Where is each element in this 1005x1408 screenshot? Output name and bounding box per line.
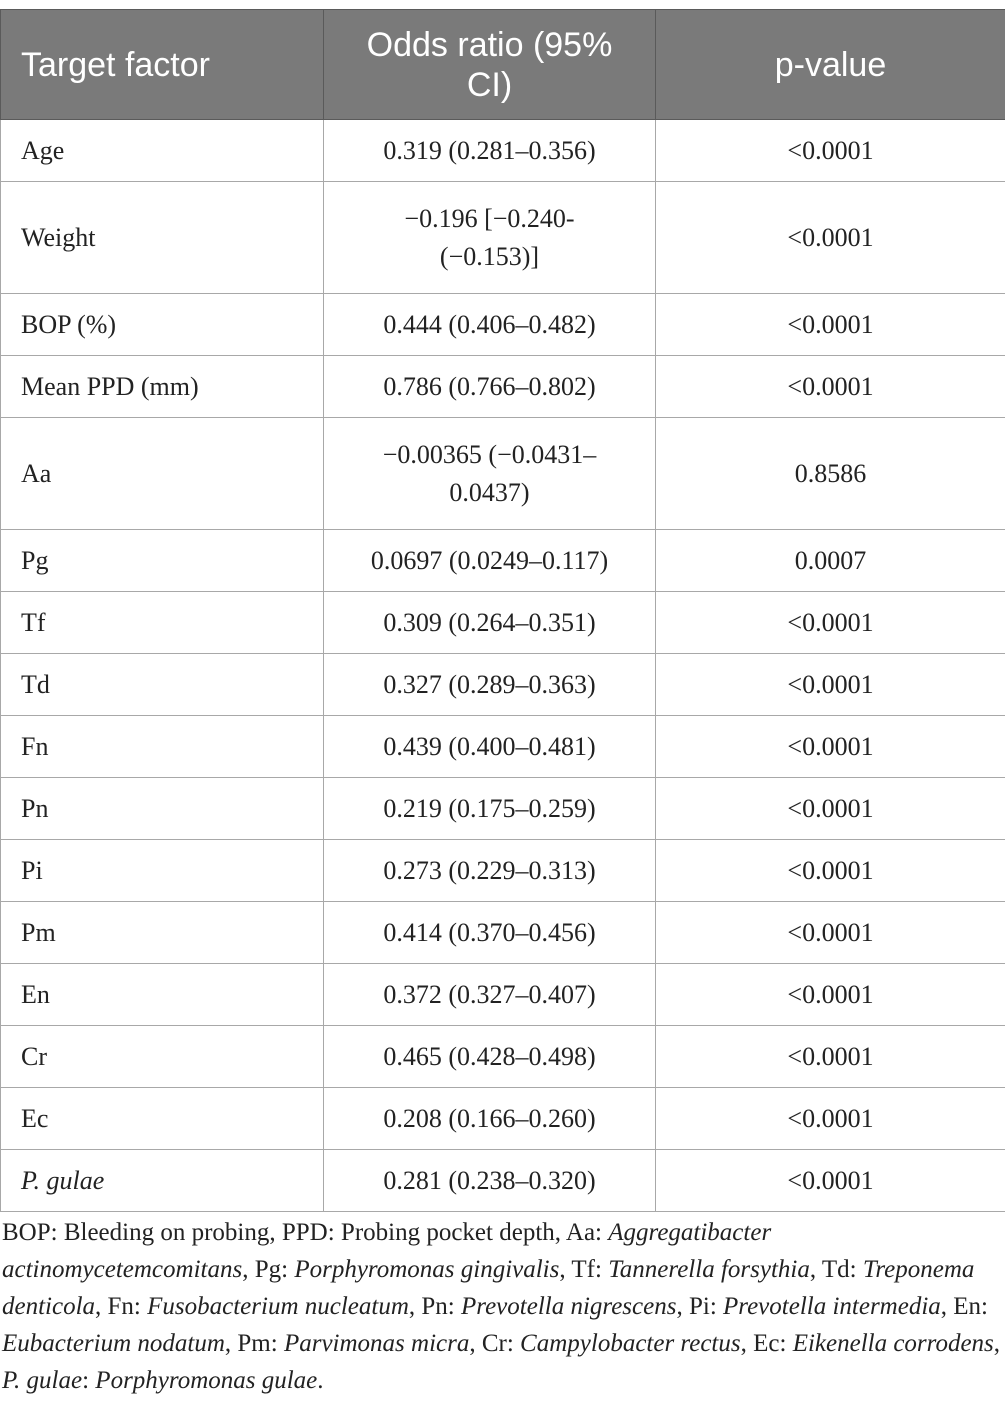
- cell-odds-ratio: 0.465 (0.428–0.498): [324, 1026, 656, 1088]
- footnote-text: , Fn:: [95, 1293, 148, 1320]
- cell-p-value: <0.0001: [656, 182, 1005, 294]
- cell-p-value: <0.0001: [656, 716, 1005, 778]
- footnote-species-name: Campylobacter rectus: [520, 1330, 741, 1357]
- cell-factor: Cr: [1, 1026, 324, 1088]
- cell-odds-ratio: 0.372 (0.327–0.407): [324, 964, 656, 1026]
- footnote-text: BOP: Bleeding on probing, PPD: Probing pocket depth, Aa:: [2, 1219, 609, 1246]
- cell-odds-ratio-text: −0.00365 (−0.0431–0.0437): [382, 439, 597, 507]
- cell-factor: Age: [1, 120, 324, 182]
- cell-factor: En: [1, 964, 324, 1026]
- header-row: [1, 10, 1005, 120]
- footnote-species-name: Tannerella forsythia: [608, 1256, 810, 1283]
- cell-odds-ratio: 0.439 (0.400–0.481): [324, 716, 656, 778]
- header-p-value: p-value: [656, 10, 1005, 120]
- footnote-text: , En:: [940, 1293, 988, 1320]
- footnote-species-name: Prevotella intermedia: [723, 1293, 941, 1320]
- table-row: [1, 654, 1005, 716]
- cell-factor: Mean PPD (mm): [1, 356, 324, 418]
- footnote-text: :: [82, 1367, 96, 1394]
- table-row: [1, 530, 1005, 592]
- cell-odds-ratio: 0.219 (0.175–0.259): [324, 778, 656, 840]
- table-row: [1, 356, 1005, 418]
- table-row: [1, 964, 1005, 1026]
- cell-odds-ratio-text: −0.196 [−0.240-(−0.153)]: [404, 203, 575, 271]
- footnote-text: , Pg:: [242, 1256, 295, 1283]
- table-row: [1, 294, 1005, 356]
- cell-p-value: <0.0001: [656, 592, 1005, 654]
- table-row: [1, 1150, 1005, 1212]
- cell-p-value: <0.0001: [656, 120, 1005, 182]
- cell-p-value: <0.0001: [656, 964, 1005, 1026]
- table-row: [1, 592, 1005, 654]
- cell-odds-ratio: 0.319 (0.281–0.356): [324, 120, 656, 182]
- table-row: [1, 120, 1005, 182]
- cell-factor: Td: [1, 654, 324, 716]
- cell-p-value: <0.0001: [656, 654, 1005, 716]
- header-odds-ratio: [324, 10, 656, 120]
- cell-p-value: 0.0007: [656, 530, 1005, 592]
- footnote-species-name: Porphyromonas gingivalis: [294, 1256, 560, 1283]
- cell-p-value: <0.0001: [656, 778, 1005, 840]
- footnote-species-name: Parvimonas micra: [283, 1330, 470, 1357]
- cell-factor: Pm: [1, 902, 324, 964]
- footnote-text: , Cr:: [469, 1330, 521, 1357]
- footnote-text: , Pm:: [224, 1330, 284, 1357]
- cell-p-value: <0.0001: [656, 840, 1005, 902]
- table-row: [1, 902, 1005, 964]
- cell-odds-ratio: 0.414 (0.370–0.456): [324, 902, 656, 964]
- table-row: [1, 1026, 1005, 1088]
- cell-factor-italic: P. gulae: [21, 1165, 105, 1195]
- table-row: [1, 840, 1005, 902]
- cell-odds-ratio: 0.0697 (0.0249–0.117): [324, 530, 656, 592]
- cell-odds-ratio: 0.273 (0.229–0.313): [324, 840, 656, 902]
- footnote-text: , Pn:: [408, 1293, 462, 1320]
- footnote-text: , Tf:: [559, 1256, 609, 1283]
- cell-factor: Pn: [1, 778, 324, 840]
- footnote-species-name: Eikenella corrodens: [792, 1330, 994, 1357]
- cell-factor: BOP (%): [1, 294, 324, 356]
- cell-factor: Fn: [1, 716, 324, 778]
- cell-odds-ratio: 0.444 (0.406–0.482): [324, 294, 656, 356]
- cell-p-value: <0.0001: [656, 1088, 1005, 1150]
- header-target-factor: Target factor: [1, 10, 324, 120]
- table-footnote: [2, 1214, 1002, 1399]
- footnote-species-name: Aggregatibacter actinomycetemcomitans: [2, 1219, 772, 1283]
- cell-p-value: <0.0001: [656, 902, 1005, 964]
- footnote-species-name: Eubacterium nodatum: [2, 1330, 225, 1357]
- footnote-text: , Pi:: [676, 1293, 724, 1320]
- footnote-text: .: [317, 1367, 324, 1394]
- cell-odds-ratio: 0.281 (0.238–0.320): [324, 1150, 656, 1212]
- cell-p-value: <0.0001: [656, 356, 1005, 418]
- cell-factor: Pg: [1, 530, 324, 592]
- cell-odds-ratio: 0.786 (0.766–0.802): [324, 356, 656, 418]
- cell-odds-ratio: 0.208 (0.166–0.260): [324, 1088, 656, 1150]
- cell-factor: Pi: [1, 840, 324, 902]
- footnote-text: , Ec:: [740, 1330, 793, 1357]
- table-row: [1, 182, 1005, 294]
- cell-p-value: <0.0001: [656, 1026, 1005, 1088]
- footnote-species-name: P. gulae: [2, 1367, 83, 1394]
- footnote-species-name: Prevotella nigrescens: [461, 1293, 677, 1320]
- footnote-species-name: Treponema denticola: [2, 1256, 975, 1320]
- header-odds-ratio-label: Odds ratio (95% CI): [366, 25, 613, 104]
- footnote-text: , Td:: [809, 1256, 863, 1283]
- cell-factor: Weight: [1, 182, 324, 294]
- cell-factor: Aa: [1, 418, 324, 530]
- footnote-species-name: Fusobacterium nucleatum: [147, 1293, 409, 1320]
- table-row: [1, 1088, 1005, 1150]
- cell-factor: Ec: [1, 1088, 324, 1150]
- footnote-text: ,: [993, 1330, 1001, 1357]
- data-table: [0, 9, 1005, 1212]
- cell-p-value: 0.8586: [656, 418, 1005, 530]
- cell-odds-ratio: [324, 182, 656, 294]
- cell-odds-ratio: [324, 418, 656, 530]
- table-row: [1, 418, 1005, 530]
- footnote-species-name: Porphyromonas gulae: [95, 1367, 318, 1394]
- cell-factor: [1, 1150, 324, 1212]
- cell-factor: Tf: [1, 592, 324, 654]
- cell-odds-ratio: 0.309 (0.264–0.351): [324, 592, 656, 654]
- cell-p-value: <0.0001: [656, 1150, 1005, 1212]
- table-row: [1, 778, 1005, 840]
- cell-odds-ratio: 0.327 (0.289–0.363): [324, 654, 656, 716]
- table-row: [1, 716, 1005, 778]
- cell-p-value: <0.0001: [656, 294, 1005, 356]
